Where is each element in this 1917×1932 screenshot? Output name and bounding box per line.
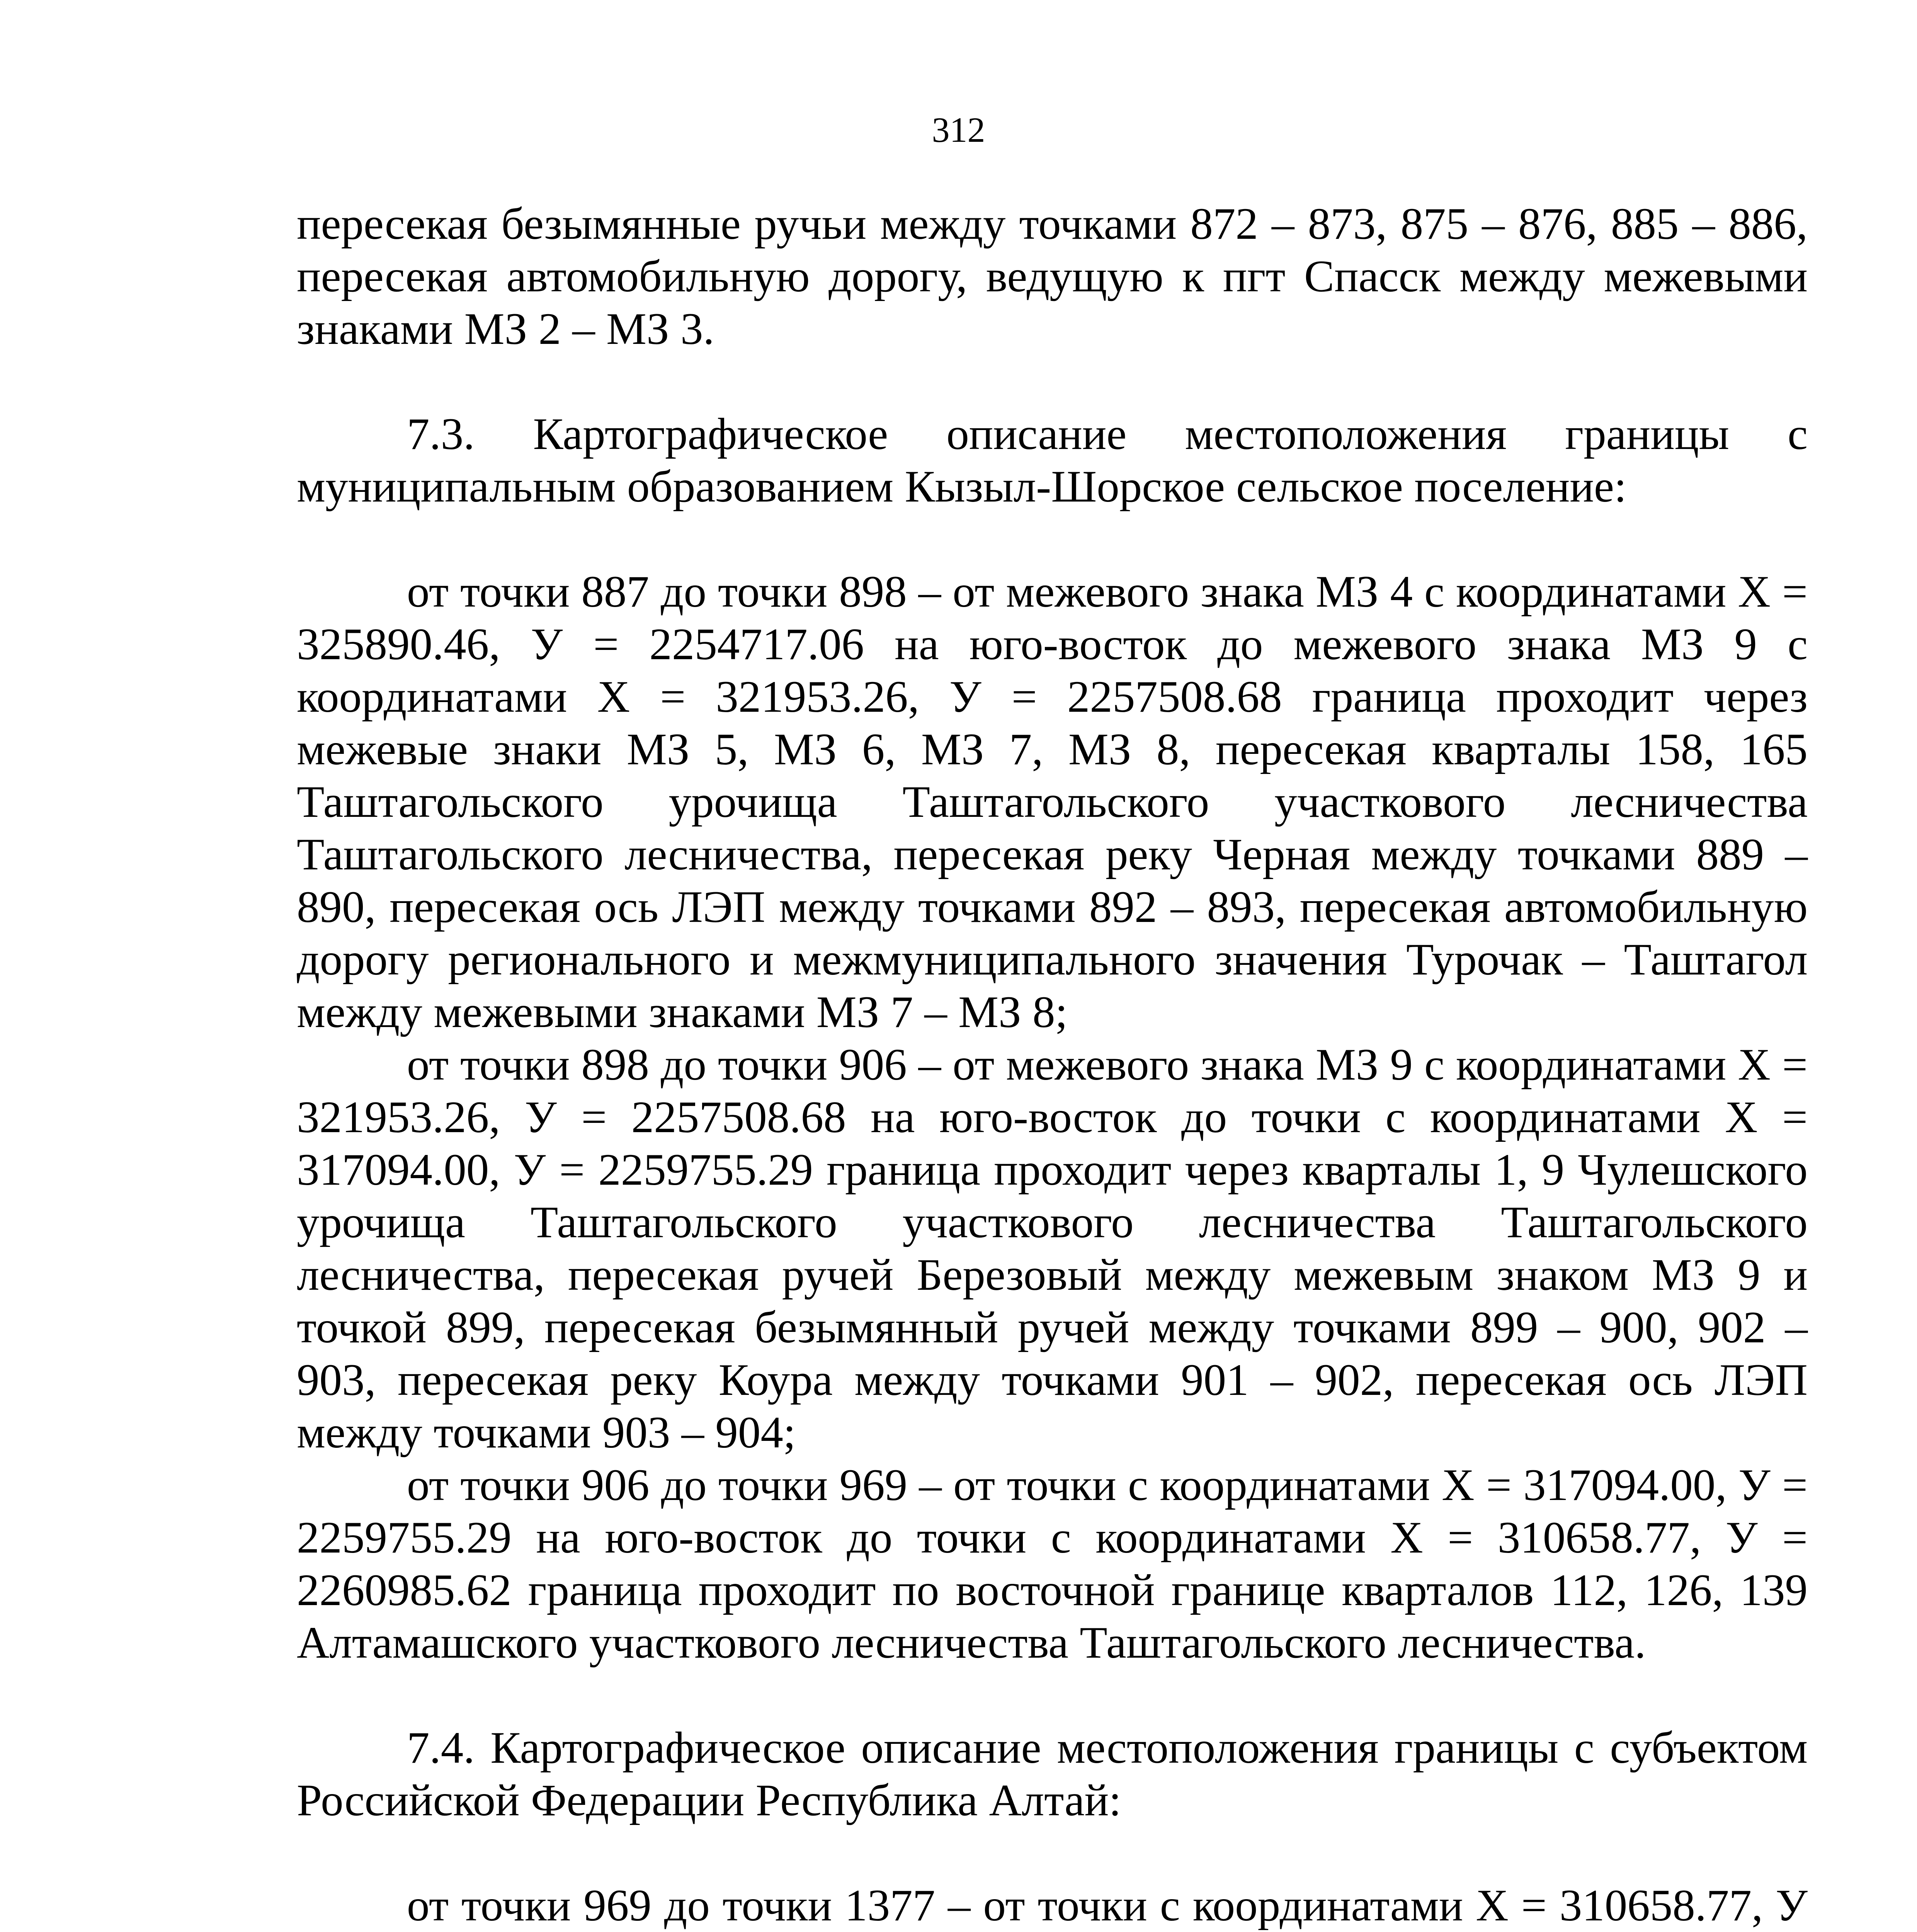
section-heading-7-4: 7.4. Картографическое описание местоположения границы с субъектом Российской Федерации Республика Алтай:	[297, 1723, 1808, 1825]
paragraph-887-898: от точки 887 до точки 898 – от межевого знака МЗ 4 с координатами Х = 325890.46, У = 2254717.06 на юго-восток до межевого знака МЗ 9 с координатами Х = 321953.26, У = 2257508.68 граница проходит через межевые знаки МЗ 5, МЗ 6, МЗ 7, МЗ 8, пересекая кварталы 158, 165 Таштагольского урочища Таштагольского участкового лесничества Таштагольского лесничества, пересекая реку Черная между точками 889 – 890, пересекая ось ЛЭП между точками 892 – 893, пересекая автомобильную дорогу регионального и межмуниципального значения Турочак – Таштагол между межевыми знаками МЗ 7 – МЗ 8;	[297, 567, 1808, 1037]
paragraph-continuation: пересекая безымянные ручьи между точками 872 – 873, 875 – 876, 885 – 886, пересекая автомобильную дорогу, ведущую к пгт Спасск между межевыми знаками МЗ 2 – МЗ 3.	[297, 199, 1808, 354]
paragraph-gap	[297, 513, 1808, 566]
paragraph-gap	[297, 1669, 1808, 1722]
paragraph-gap	[297, 355, 1808, 408]
section-heading-7-3: 7.3. Картографическое описание местоположения границы с муниципальным образованием Кызыл-Шорское сельское поселение:	[297, 409, 1808, 512]
paragraph-898-906: от точки 898 до точки 906 – от межевого знака МЗ 9 с координатами Х = 321953.26, У = 2257508.68 на юго-восток до точки с координатами Х = 317094.00, У = 2259755.29 граница проходит через кварталы 1, 9 Чулешского урочища Таштагольского участкового лесничества Таштагольского лесничества, пересекая ручей Березовый между межевым знаком МЗ 9 и точкой 899, пересекая безымянный ручей между точками 899 – 900, 902 – 903, пересекая реку Коура между точками 901 – 902, пересекая ось ЛЭП между точками 903 – 904;	[297, 1040, 1808, 1458]
document-body	[297, 198, 1808, 1932]
paragraph-906-969: от точки 906 до точки 969 – от точки с координатами Х = 317094.00, У = 2259755.29 на юго-восток до точки с координатами Х = 310658.77, У = 2260985.62 граница проходит по восточной границе кварталов 112, 126, 139 Алтамашского участкового лесничества Таштагольского лесничества.	[297, 1460, 1808, 1668]
paragraph-gap	[297, 1827, 1808, 1879]
paragraph-969-1377: от точки 969 до точки 1377 – от точки с координатами Х = 310658.77, У	[407, 1881, 1808, 1930]
page-number: 312	[932, 110, 985, 150]
